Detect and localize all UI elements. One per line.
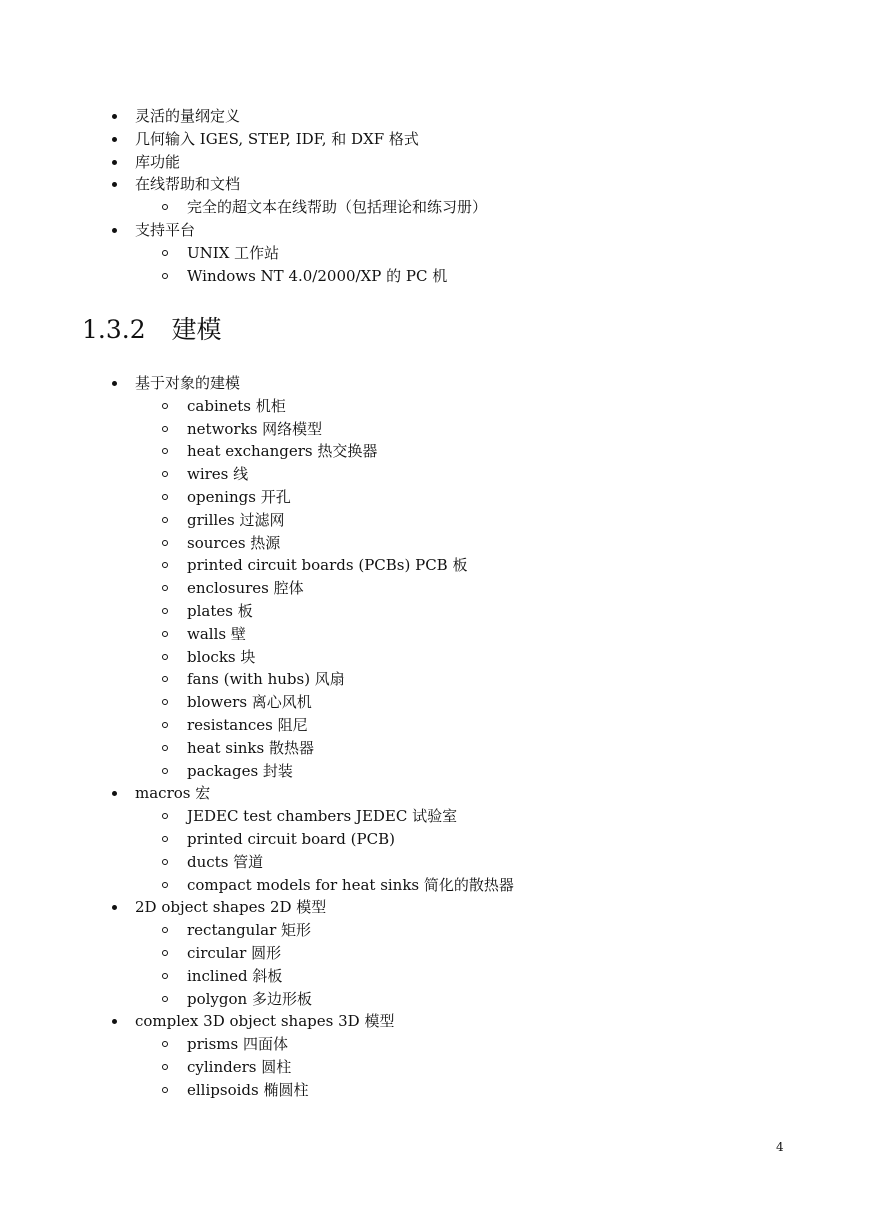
bullet-dot-icon — [112, 791, 117, 796]
bullet-dot-icon — [112, 381, 117, 386]
bullet-circle-icon — [162, 859, 168, 865]
intro-bullet-list — [0, 105, 869, 287]
sub-list-item — [0, 623, 869, 646]
bullet-circle-icon — [162, 768, 168, 774]
sub-list-item-text: polygon 多边形板 — [187, 989, 312, 1008]
sub-list-item-text: inclined 斜板 — [187, 966, 283, 985]
sub-list-item-text: enclosures 腔体 — [187, 579, 304, 598]
bullet-circle-icon — [162, 562, 168, 568]
sub-list-item-text: heat sinks 散热器 — [187, 738, 314, 757]
sub-list-item — [0, 486, 869, 509]
sub-list-item — [0, 851, 869, 874]
sub-list-item-text: ellipsoids 椭圆柱 — [187, 1080, 309, 1099]
bullet-circle-icon — [162, 631, 168, 637]
list-item-text: 在线帮助和文档 — [135, 175, 241, 194]
sub-list-item — [0, 737, 869, 760]
sub-list-item — [0, 395, 869, 418]
sub-list-item-text: 完全的超文本在线帮助（包括理论和练习册） — [187, 198, 488, 217]
sub-list-item — [0, 242, 869, 265]
sub-list-item-text: networks 网络模型 — [187, 419, 323, 438]
sub-list-item — [0, 919, 869, 942]
sub-list-item — [0, 440, 869, 463]
list-item-text: 基于对象的建模 — [135, 374, 241, 392]
sub-list-item — [0, 691, 869, 714]
list-item — [0, 219, 869, 242]
bullet-circle-icon — [162, 494, 168, 500]
sub-list-item — [0, 1079, 869, 1102]
sub-list-item-text: cabinets 机柜 — [187, 396, 286, 415]
sub-list-item-text: grilles 过滤网 — [187, 510, 285, 529]
list-item — [0, 128, 869, 151]
bullet-dot-icon — [112, 905, 117, 910]
sub-list-item — [0, 418, 869, 441]
modeling-bullet-list — [0, 372, 869, 1102]
list-item — [0, 896, 869, 919]
sub-list-item-text: circular 圆形 — [187, 943, 282, 962]
bullet-circle-icon — [162, 204, 168, 210]
sub-list-item — [0, 805, 869, 828]
bullet-circle-icon — [162, 745, 168, 751]
bullet-circle-icon — [162, 1064, 168, 1070]
list-item-text: complex 3D object shapes 3D 模型 — [135, 1012, 395, 1031]
sub-list-item-text: blowers 离心风机 — [187, 693, 312, 712]
bullet-circle-icon — [162, 950, 168, 956]
sub-list-item — [0, 554, 869, 577]
sub-list-item-text: printed circuit board (PCB) — [187, 829, 395, 848]
sub-list-item-text: printed circuit boards (PCBs) PCB 板 — [187, 556, 468, 575]
sub-list-item-text: fans (with hubs) 风扇 — [187, 670, 345, 689]
bullet-dot-icon — [112, 137, 117, 142]
sub-list-item-text: packages 封装 — [187, 761, 293, 780]
sub-list-item — [0, 1033, 869, 1056]
sub-list-item — [0, 600, 869, 623]
sub-list-item — [0, 463, 869, 486]
bullet-circle-icon — [162, 996, 168, 1002]
sub-list-item — [0, 760, 869, 783]
section-title: 建模 — [171, 315, 222, 344]
list-item — [0, 782, 869, 805]
sub-list-item-text: resistances 阻尼 — [187, 715, 308, 734]
sub-list-item-text: blocks 块 — [187, 647, 256, 666]
bullet-dot-icon — [112, 228, 117, 233]
page-number: 4 — [776, 1140, 784, 1154]
bullet-circle-icon — [162, 448, 168, 454]
sub-list-item — [0, 668, 869, 691]
sub-list-item-text: ducts 管道 — [187, 852, 264, 871]
sub-list-item — [0, 532, 869, 555]
bullet-circle-icon — [162, 585, 168, 591]
bullet-circle-icon — [162, 676, 168, 682]
sub-list-item — [0, 577, 869, 600]
sub-list-item — [0, 988, 869, 1011]
sub-list-item — [0, 965, 869, 988]
sub-list-item-text: prisms 四面体 — [187, 1035, 288, 1054]
bullet-circle-icon — [162, 654, 168, 660]
bullet-circle-icon — [162, 722, 168, 728]
bullet-dot-icon — [112, 1019, 117, 1024]
bullet-circle-icon — [162, 836, 168, 842]
bullet-circle-icon — [162, 1087, 168, 1093]
sub-list-item — [0, 714, 869, 737]
bullet-circle-icon — [162, 699, 168, 705]
bullet-dot-icon — [112, 160, 117, 165]
list-item-text: 支持平台 — [135, 220, 196, 239]
sub-list-item — [0, 646, 869, 669]
sub-list-item — [0, 828, 869, 851]
list-item — [0, 173, 869, 196]
list-item-text: 灵活的量纲定义 — [135, 107, 241, 125]
list-item-text: 2D object shapes 2D 模型 — [135, 898, 327, 917]
bullet-circle-icon — [162, 882, 168, 888]
bullet-dot-icon — [112, 182, 117, 187]
sub-list-item-text: wires 线 — [187, 465, 249, 484]
sub-list-item-text: UNIX 工作站 — [187, 243, 280, 262]
list-item — [0, 151, 869, 174]
list-item — [0, 372, 869, 395]
bullet-circle-icon — [162, 517, 168, 523]
sub-list-item — [0, 509, 869, 532]
bullet-circle-icon — [162, 927, 168, 933]
sub-list-item-text: openings 开孔 — [187, 487, 291, 506]
list-item-text: 几何输入 IGES, STEP, IDF, 和 DXF 格式 — [135, 129, 419, 148]
bullet-circle-icon — [162, 540, 168, 546]
section-number: 1.3.2 — [82, 315, 146, 344]
bullet-circle-icon — [162, 1041, 168, 1047]
sub-list-item — [0, 1056, 869, 1079]
bullet-circle-icon — [162, 273, 168, 279]
bullet-dot-icon — [112, 114, 117, 119]
sub-list-item-text: walls 壁 — [187, 624, 246, 643]
sub-list-item — [0, 874, 869, 897]
section-heading — [82, 312, 222, 348]
bullet-circle-icon — [162, 250, 168, 256]
bullet-circle-icon — [162, 973, 168, 979]
sub-list-item-text: compact models for heat sinks 简化的散热器 — [187, 875, 514, 894]
bullet-circle-icon — [162, 608, 168, 614]
list-item-text: macros 宏 — [135, 784, 211, 803]
sub-list-item-text: heat exchangers 热交换器 — [187, 442, 378, 461]
sub-list-item — [0, 265, 869, 288]
sub-list-item-text: rectangular 矩形 — [187, 921, 312, 940]
bullet-circle-icon — [162, 403, 168, 409]
bullet-circle-icon — [162, 426, 168, 432]
list-item-text: 库功能 — [135, 152, 181, 171]
sub-list-item — [0, 196, 869, 219]
sub-list-item — [0, 942, 869, 965]
bullet-circle-icon — [162, 813, 168, 819]
sub-list-item-text: plates 板 — [187, 601, 253, 620]
list-item — [0, 105, 869, 128]
sub-list-item-text: JEDEC test chambers JEDEC 试验室 — [187, 807, 458, 826]
sub-list-item-text: sources 热源 — [187, 533, 281, 552]
list-item — [0, 1010, 869, 1033]
sub-list-item-text: cylinders 圆柱 — [187, 1057, 292, 1076]
bullet-circle-icon — [162, 471, 168, 477]
sub-list-item-text: Windows NT 4.0/2000/XP 的 PC 机 — [187, 266, 448, 285]
